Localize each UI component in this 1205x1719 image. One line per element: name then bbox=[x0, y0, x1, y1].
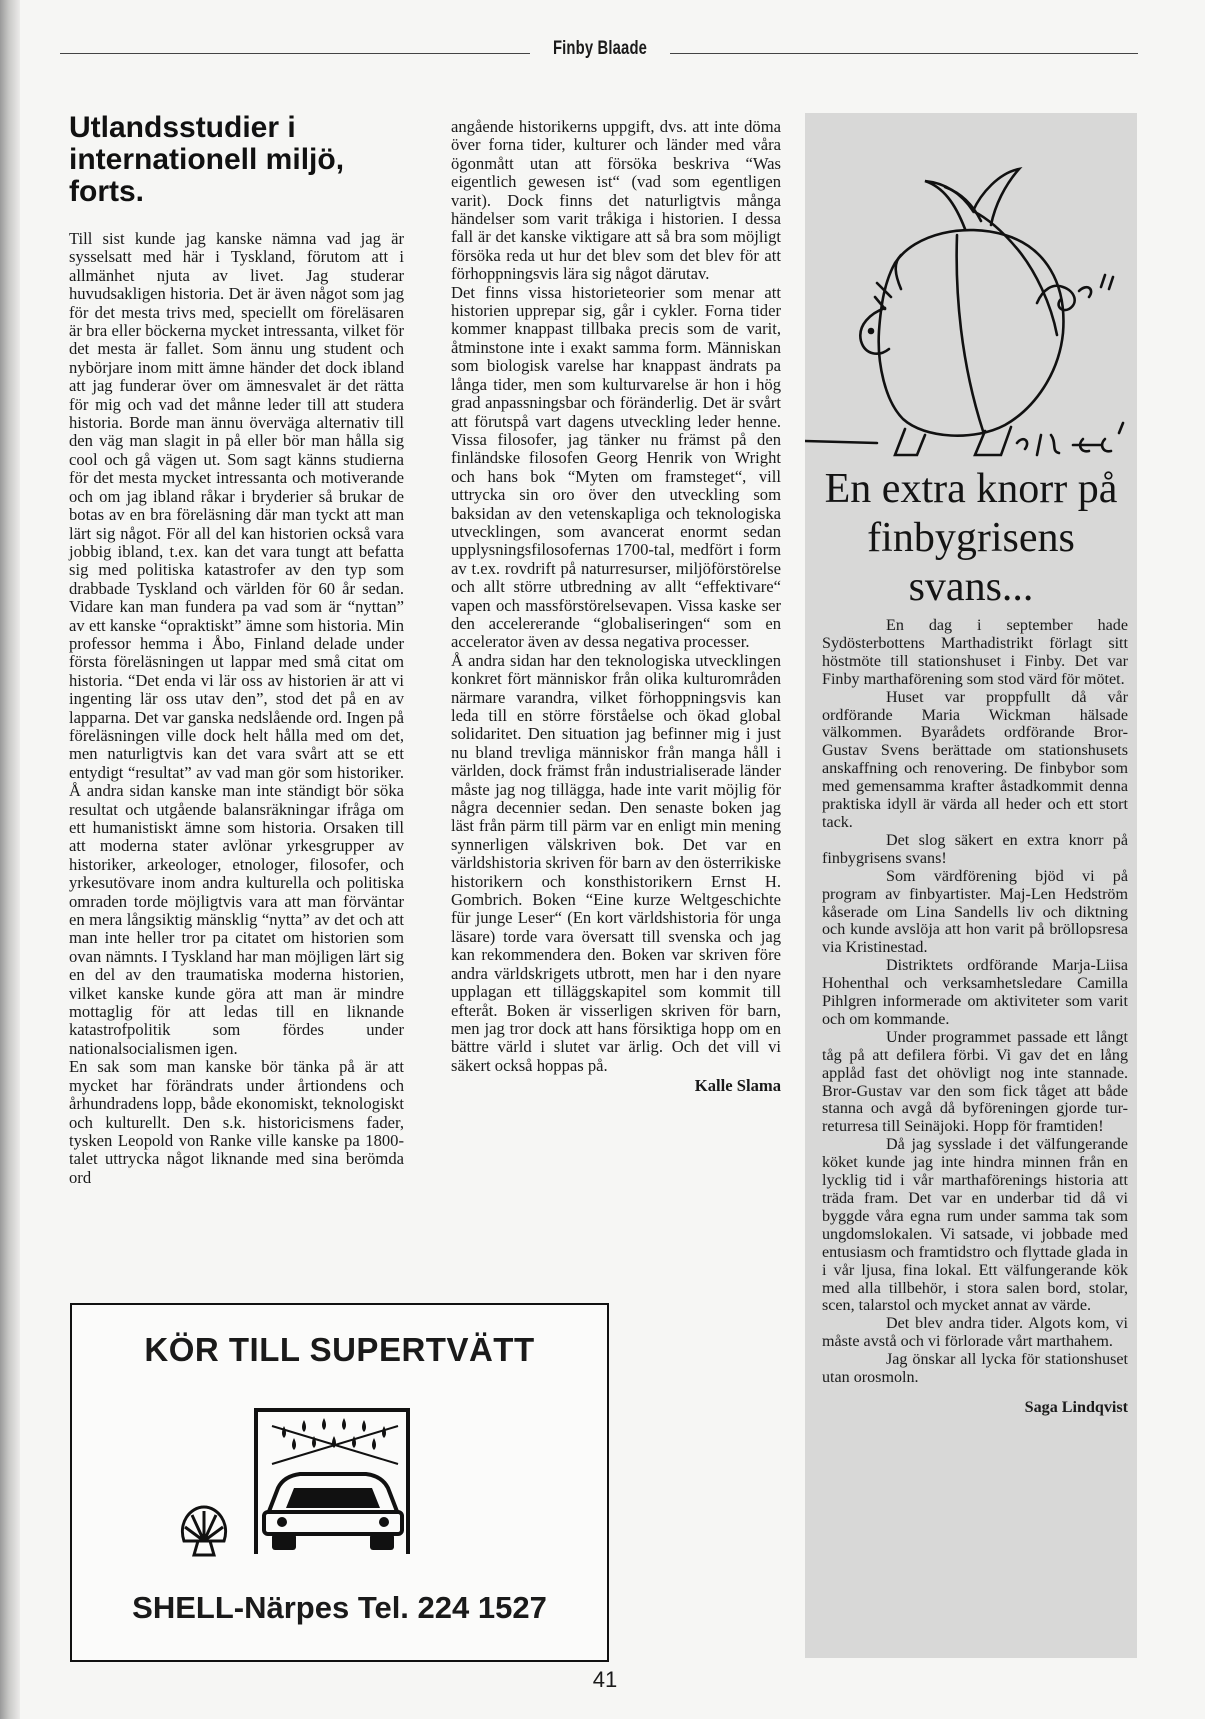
body-paragraph: Som värdförening bjöd vi på program av finbyartister. Maj-Len Hedström kåserade om Lina Sandells liv och diktning och kunde avslöja att hon varit på bröllopsresa via Kristinestad. bbox=[822, 867, 1128, 957]
article-author: Kalle Slama bbox=[694, 1076, 781, 1096]
body-paragraph: Jag önskar all lycka för stationshuset utan orosmoln. bbox=[822, 1351, 1128, 1387]
article-column-1 bbox=[69, 230, 404, 1187]
body-paragraph: Det blev andra tider. Algots kom, vi måste avstå och vi förlorade vårt marthahem. bbox=[822, 1315, 1128, 1351]
publication-title: Finby Blaade bbox=[552, 38, 648, 59]
sidebar-author: Saga Lindqvist bbox=[1024, 1398, 1128, 1416]
header-rule-left bbox=[60, 53, 530, 54]
body-paragraph: Under programmet passade ett långt tåg på att defilera förbi. Vi gav det en lång applåd fast det ohövligt nog inte stannade. Bror-Gustav var den som fick tåget att både stanna och avgå då byföreningen gjorde tur-returresa till Seinäjoki. Hopp för framtiden! bbox=[822, 1028, 1128, 1136]
body-paragraph: Distriktets ordförande Marja-Liisa Hohenthal och verksamhetsledare Camilla Pihlgren informerade om aktiviteter som varit och om kommande. bbox=[822, 957, 1128, 1028]
body-paragraph: Å andra sidan har den teknologiska utvecklingen konkret fört människor från olika kulturområden närmare varandra, vilket förhoppningsvis kan leda till en större förståelse och ökad global solidaritet. Den situation jag befinner mig i just nu bland trevliga människor från manga håll i världen, dock främst från industrialiserade länder måste jag nog tillägga, hade inte varit möjlig för några decennier sedan. Den senaste boken jag läst från pärm till pärm var en enligt min mening synnerligen välskriven bok. Det var en världshistoria skriven för barn av den österrikiske historikern och konsthistorikern Ernst H. Gombrich. Boken “Eine kurze Weltgeschichte für junge Leser“ (En kort världshistoria för unga läsare) torde vara översatt till svenska och jag kan rekommendera den. Boken var skriven före andra världskrigets utbrott, men har i den nyare upplagan ett tilläggskapitel som kommit till efteråt. Boken är visserligen skriven för barn, men jag tror dock att hans försiktiga hopp om en bättre värld i slutet var ärlig. Och det vill vi säkert också hoppas på. bbox=[451, 650, 781, 1075]
sidebar-headline: En extra knorr på finbygrisens svans... bbox=[824, 466, 1118, 610]
ad-contact: SHELL-Närpes Tel. 224 1527 bbox=[132, 1590, 547, 1625]
body-paragraph: Då jag sysslade i det välfungerande köket kunde jag inte hindra minnen från en lycklig tid i vår marthaförenings historia att träda fram. Det var en underbar tid då vi byggde våra egna rum under samma tak som ungdomslokalen. Vi satsade, vi jobbade med entusiasm och framtidstro och flyttade glada in i vår ljusa, fina lokal. Ett välfungerande kök med alla tillbehör, i stora salen bord, stolar, scen, talarstol och mycket annat av värde. bbox=[822, 1136, 1128, 1315]
header-rule-right bbox=[670, 53, 1138, 54]
body-paragraph: Det finns vissa historieteorier som menar att historien upprepar sig, går i cykler. Forna tider kommer knappast tillbaka precis som de varit, åtminstone inte i exakt samma form. Människan som biologisk varelse har knappast ändrats pa långa tider, men som kulturvarelse är hon i hög grad anpassningsbar och föränderlig. Det är svårt att förutspå vart dagens utveckling leder henne. Vissa filosofer, jag tänker nu främst på den finländske filosofen Georg Henrik von Wright och hans bok “Myten om framsteget“, vill uttrycka sin oro över den utveckling som baksidan av den vetenskapliga och teknologiska utvecklingen, som avancerat enormt sedan upplysningsfilosofernas 1700-tal, medfört i form av t.ex. rovdrift på naturresurser, miljöförstörelse och allt större utbredning av allt “effektivare“ vapen och massförstörelsevapen. Vissa kaske ser den accelererande “globaliseringen“ som en accelerator även av dessa negativa processer. bbox=[451, 282, 781, 652]
shell-logo-icon bbox=[176, 1503, 232, 1566]
ad-heading: KÖR TILL SUPERTVÄTT bbox=[144, 1331, 535, 1368]
article-column-2 bbox=[451, 118, 781, 1096]
body-paragraph: En dag i september hade Sydösterbottens Marthadistrikt förlagt sitt höstmöte till stationshuset i Finby. Det var Finby marthaförening som stod värd för mötet. bbox=[822, 617, 1128, 688]
body-paragraph: angående historikerns uppgift, dvs. att inte döma över forna tider, kulturer och länder med våra ögonmått utan att försöka beskriva “Was eigentlich gewesen ist“ (vad som egentligen varit). Dock finns det naturligtvis många händelser som varit tråkiga i historien. I dessa fall är det kanske viktigare att så bra som möjligt försöka reda ut hur det blev som det blev för att förhoppningsvis lära sig något därutav. bbox=[451, 117, 781, 284]
body-paragraph: Till sist kunde jag kanske nämna vad jag är sysselsatt med här i Tyskland, förutom att i allmänhet njuta av livet. Jag studerar huvudsakligen historia. Det är även något som jag för det mesta trivs med, speciellt om föreläsaren är bra eller böckerna mycket intressanta, vilket för det mesta är fallet. Som ännu ung student och nybörjare inom mitt ämne händer det dock ibland att jag funderar över om ämnesvalet är det rätta för mig och vad det månne leder till att studera historia. Borde man ännu överväga alternativ till den väg man slagit in på eller bör man hålla sig cool och gå vägen ut. Som sagt känns studierna för det mesta mycket intressanta och motiverande och om jag ibland råkar i bryderier så brukar de botas av en bra föreläsning där man tyckt att man lärt sig något. För all del kan historien också vara jobbig ibland, t.ex. kan det vara tungt att befatta sig med politiska katastrofer av den typ som drabbade Tyskland och världen för 60 år sedan. Vidare kan man fundera pa vad som är “nyttan” av ett kanske “opraktiskt” ämne som historia. Min professor hemma i Åbo, Finland delade under första föreläsningen ut lappar med små citat om historia. “Det enda vi lär oss av historien är att vi ingenting lär oss utav den”, stod det på en av lapparna. Det var ganska nedslående ord. Ingen på föreläsningen ville dock helt hålla med om det, men naturligtvis kan det vara svårt att se ett entydigt “resultat” av vad man gör som historiker. Å andra sidan kanske man inte ständigt bör söka resultat och utgående balansräkningar ifråga om ett humanistiskt ämne som historia. Orsaken till att moderna stater avlönar yrkesgrupper av historiker, arkeologer, etnologer, filosofer, och yrkesutövare inom andra kulturella och politiska omraden torde möjligtvis vara att man förväntar en mera långsiktig mänsklig “nytta” av det och att man inte heller tror pa citatet om historien som ovan nämnts. I Tyskland har man möjligen lärt sig en del av den traumatiska moderna historien, vilket kanske kunde göra att man är mindre mottaglig för att ledas till en liknande katastrofpolitik som fördes under nationalsocialismen igen. bbox=[69, 229, 404, 1058]
book-spine-shadow bbox=[0, 0, 20, 1719]
body-paragraph: En sak som man kanske bör tänka på är att mycket har förändrats under årtiondens och århundradens lopp, både ekonomiskt, teknologiskt och kulturellt. Den s.k. historicismens fader, tysken Leopold von Ranke ville kanske pa 1800-talet uttrycka något liknande med sina berömda ord bbox=[69, 1057, 404, 1187]
body-paragraph: Huset var proppfullt då vår ordförande Maria Wickman hälsade välkommen. Byarådets ordförande Bror-Gustav Svens berättade om stationshusets anskaffning och renovering. De finbybor som med gemensamma krafter åstadkommit denna praktiska idyll är värda all heder och ett stort tack. bbox=[822, 688, 1128, 831]
running-header bbox=[60, 38, 1138, 62]
article-headline: Utlandsstudier i internationell miljö, forts. bbox=[69, 111, 345, 208]
page-number: 41 bbox=[592, 1667, 618, 1692]
pig-drawing-icon bbox=[805, 163, 1137, 468]
body-paragraph: Det slog säkert en extra knorr på finbygrisens svans! bbox=[822, 831, 1128, 867]
car-wash-icon bbox=[250, 1396, 415, 1563]
shell-advertisement bbox=[70, 1303, 609, 1662]
sidebar-article-body bbox=[822, 617, 1128, 1417]
